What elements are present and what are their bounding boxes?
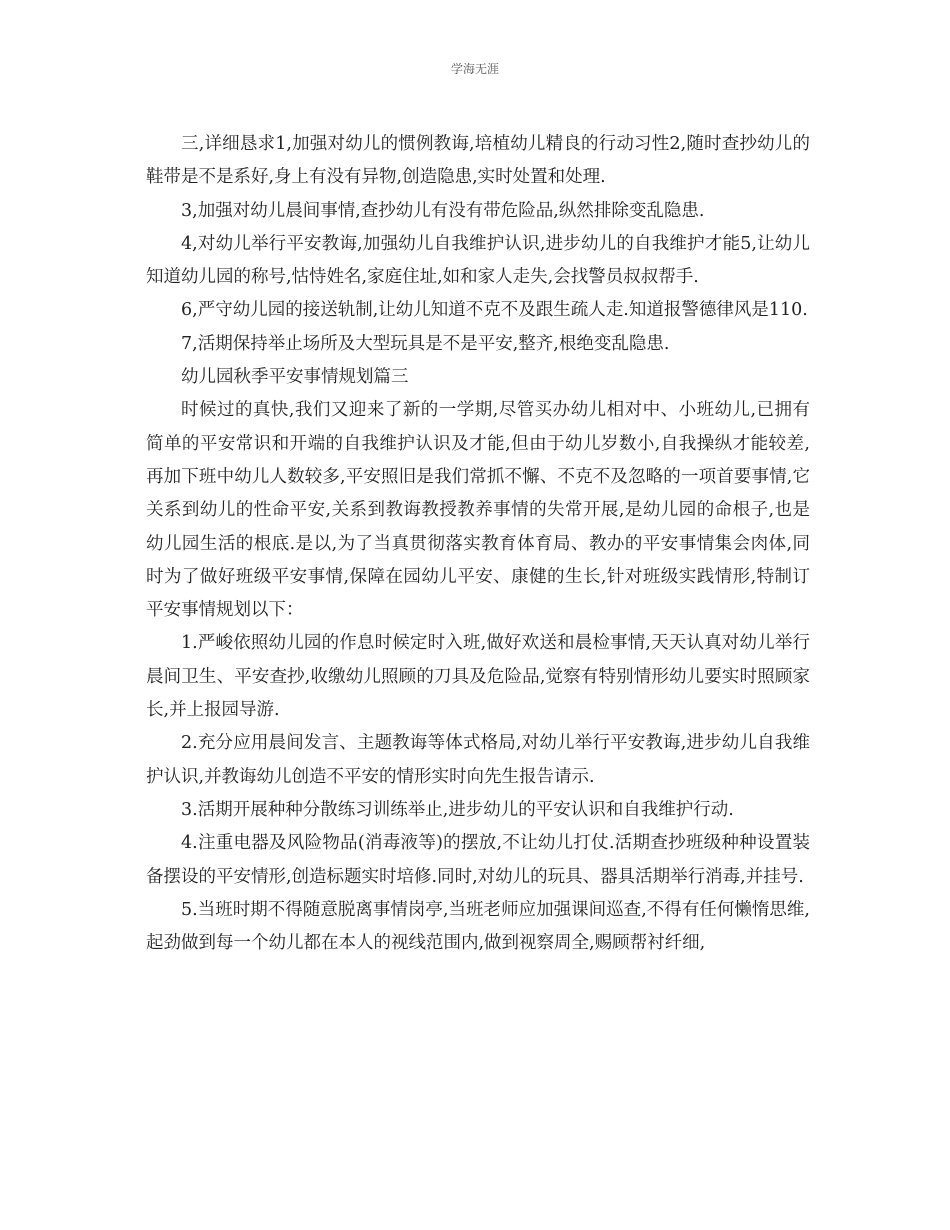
list-item-3: 3.活期开展种种分散练习训练举止,进步幼儿的平安认识和自我维护行动. (181, 799, 734, 820)
paragraph-2: 3,加强对幼儿晨间事情,查抄幼儿有没有带危险品,纵然排除变乱隐患. (181, 200, 705, 221)
list-item-4: 4.注重电器及风险物品(消毒液等)的摆放,不让幼儿打仗.活期查抄班级种种设置装备摆设的平安情形,创造标题实时培修.同时,对幼儿的玩具、器具活期举行消毒,并挂号. (146, 833, 810, 887)
list-item-5: 5.当班时期不得随意脱离事情岗亭,当班老师应加强课间巡查,不得有任何懒惰思维,起劲做到每一个幼儿都在本人的视线范围内,做到视察周全,赐顾帮衬纤细, (146, 899, 810, 954)
list-item-1: 1.严峻依照幼儿园的作息时候定时入班,做好欢送和晨检事情,天天认真对幼儿举行晨间卫生、平安查抄,收缴幼儿照顾的刀具及危险品,觉察有特别情形幼儿要实时照顾家长,并上报园导游. (146, 633, 810, 721)
paragraph-4: 6,严守幼儿园的接送轨制,让幼儿知道不克不及跟生疏人走.知道报警德律风是110. (181, 300, 808, 321)
paragraph-1: 三,详细恳求1,加强对幼儿的惯例教诲,培植幼儿精良的行动习性2,随时查抄幼儿的鞋带是不是系好,身上有没有异物,创造隐患,实时处置和处理. (146, 134, 810, 188)
paragraph-5: 7,活期保持举止场所及大型玩具是不是平安,整齐,根绝变乱隐患. (181, 333, 670, 354)
document-body (146, 128, 810, 960)
paragraph-intro: 时候过的真快,我们又迎来了新的一学期,尽管买办幼儿相对中、小班幼儿,已拥有简单的平安常识和开端的自我维护认识及才能,但由于幼儿岁数小,自我操纵才能较差,再加下班中幼儿人数较多,平安照旧是我们常抓不懈、不克不及忽略的一项首要事情,它关系到幼儿的性命平安,关系到教诲教授教养事情的失常开展,是幼儿园的命根子,也是幼儿园生活的根底.是以,为了当真贯彻落实教育体育局、教办的平安事情集会肉体,同时为了做好班级平安事情,保障在园幼儿平安、康健的生长,针对班级实践情形,特制订平安事情规划以下： (146, 400, 810, 621)
section-heading: 幼儿园秋季平安事情规划篇三 (181, 367, 409, 388)
paragraph-3: 4,对幼儿举行平安教诲,加强幼儿自我维护认识,进步幼儿的自我维护才能5,让幼儿知道幼儿园的称号,怙恃姓名,家庭住址,如和家人走失,会找警员叔叔帮手. (146, 233, 810, 288)
list-item-2: 2.充分应用晨间发言、主题教诲等体式格局,对幼儿举行平安教诲,进步幼儿自我维护认识,并教诲幼儿创造不平安的情形实时向先生报告请示. (146, 733, 810, 787)
page-header: 学海无涯 (450, 62, 499, 76)
